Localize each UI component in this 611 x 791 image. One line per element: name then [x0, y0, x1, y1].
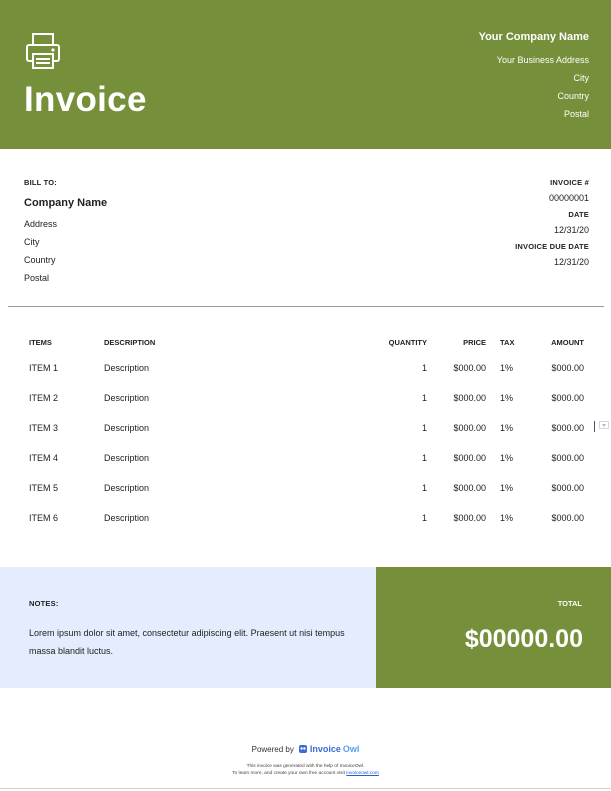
- item-description: Description: [104, 483, 150, 493]
- item-tax: 1%: [500, 453, 514, 463]
- item-name: ITEM 5: [29, 483, 59, 493]
- item-quantity: 1: [421, 363, 427, 373]
- total-label: TOTAL: [557, 599, 582, 608]
- table-row: [29, 483, 589, 513]
- company-name: Your Company Name: [478, 31, 589, 43]
- item-price: $000.00: [453, 423, 486, 433]
- item-description: Description: [104, 453, 150, 463]
- item-tax: 1%: [500, 393, 514, 403]
- item-quantity: 1: [421, 393, 427, 403]
- item-tax: 1%: [500, 423, 514, 433]
- table-body: [29, 363, 589, 543]
- client-postal: Postal: [24, 273, 50, 283]
- text-cursor: [594, 421, 595, 432]
- bill-to-section: [24, 178, 107, 287]
- invoiceowl-link[interactable]: invoiceowl.com: [346, 771, 379, 776]
- due-date-label: INVOICE DUE DATE: [515, 242, 589, 251]
- item-price: $000.00: [453, 363, 486, 373]
- table-row: [29, 423, 589, 453]
- bill-to-label: BILL TO:: [24, 178, 57, 187]
- notes-text: Lorem ipsum dolor sit amet, consectetur adipiscing elit. Praesent ut nisi tempus massa blandit luctus.: [29, 628, 345, 656]
- notes-section: [0, 567, 376, 688]
- table-row: [29, 393, 589, 423]
- notes-label: NOTES:: [29, 599, 59, 608]
- header-amount: AMOUNT: [551, 338, 584, 347]
- item-name: ITEM 6: [29, 513, 59, 523]
- item-amount: $000.00: [551, 453, 584, 463]
- section-divider: [8, 306, 604, 307]
- header-description: DESCRIPTION: [104, 338, 156, 347]
- page-bottom-border: [0, 788, 611, 789]
- item-quantity: 1: [421, 483, 427, 493]
- invoiceowl-logo[interactable]: [298, 744, 360, 754]
- invoice-header: [0, 0, 611, 149]
- item-name: ITEM 2: [29, 393, 59, 403]
- footer-note: [0, 763, 611, 777]
- header-tax: TAX: [500, 338, 515, 347]
- item-amount: $000.00: [551, 513, 584, 523]
- client-address: Address: [24, 219, 58, 229]
- company-postal: Postal: [563, 109, 589, 119]
- header-quantity: QUANTITY: [388, 338, 427, 347]
- company-country: Country: [557, 91, 589, 101]
- item-description: Description: [104, 393, 150, 403]
- printer-icon: [25, 32, 61, 70]
- table-row: [29, 363, 589, 393]
- item-price: $000.00: [453, 513, 486, 523]
- item-quantity: 1: [421, 423, 427, 433]
- invoice-title: Invoice: [24, 80, 147, 119]
- item-name: ITEM 1: [29, 363, 59, 373]
- footer-note-line1: This invoice was generated with the help of InvoiceOwl.: [246, 764, 365, 769]
- item-amount: $000.00: [551, 483, 584, 493]
- header-price: PRICE: [463, 338, 486, 347]
- due-date: 12/31/20: [553, 257, 589, 267]
- item-amount: $000.00: [551, 363, 584, 373]
- dropdown-arrow-icon[interactable]: [599, 421, 609, 429]
- invoice-meta: [515, 178, 589, 274]
- company-address: Your Business Address: [496, 55, 589, 65]
- footer: [0, 744, 611, 777]
- header-items: ITEMS: [29, 338, 52, 347]
- item-tax: 1%: [500, 483, 514, 493]
- invoice-number-label: INVOICE #: [550, 178, 589, 187]
- item-price: $000.00: [453, 483, 486, 493]
- item-tax: 1%: [500, 363, 514, 373]
- item-amount: $000.00: [551, 393, 584, 403]
- invoice-number: 00000001: [548, 193, 589, 203]
- company-city: City: [573, 73, 589, 83]
- client-name: Company Name: [24, 197, 108, 209]
- total-value: $00000.00: [464, 625, 583, 653]
- powered-by-label: Powered by: [251, 744, 294, 754]
- total-section: [376, 567, 611, 688]
- footer-note-prefix: To learn more, and create your own free account visit: [232, 771, 345, 776]
- powered-by: [0, 744, 611, 754]
- client-city: City: [24, 237, 40, 247]
- owl-icon: [298, 744, 308, 754]
- item-name: ITEM 3: [29, 423, 59, 433]
- brand-name-part1: Invoice: [309, 744, 341, 754]
- item-tax: 1%: [500, 513, 514, 523]
- table-row: [29, 453, 589, 483]
- item-description: Description: [104, 423, 150, 433]
- item-description: Description: [104, 363, 150, 373]
- client-country: Country: [24, 255, 56, 265]
- item-name: ITEM 4: [29, 453, 59, 463]
- invoice-date: 12/31/20: [553, 225, 589, 235]
- company-info: [479, 31, 589, 123]
- item-description: Description: [104, 513, 150, 523]
- item-amount: $000.00: [551, 423, 584, 433]
- footer-note-line2: [0, 770, 611, 777]
- date-label: DATE: [568, 210, 589, 219]
- item-price: $000.00: [453, 393, 486, 403]
- item-quantity: 1: [421, 513, 427, 523]
- brand-name-part2: Owl: [342, 744, 360, 754]
- item-quantity: 1: [421, 453, 427, 463]
- item-price: $000.00: [453, 453, 486, 463]
- table-row: [29, 513, 589, 543]
